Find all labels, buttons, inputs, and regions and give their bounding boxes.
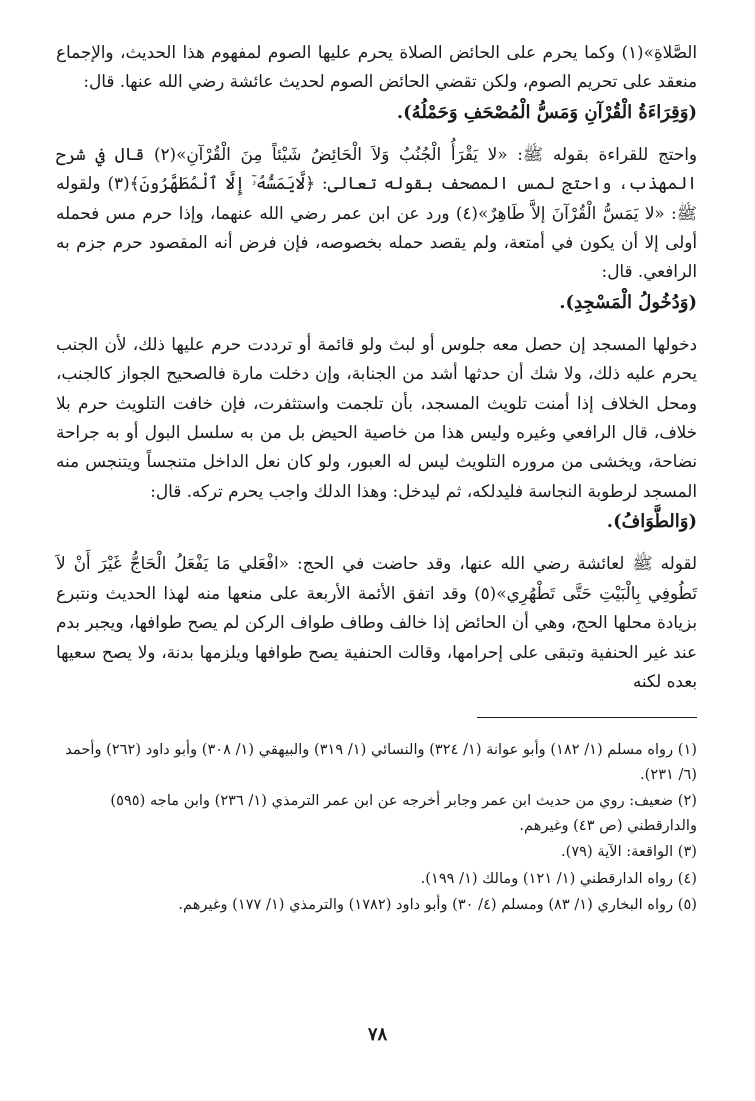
page-number: ٧٨	[367, 1024, 388, 1045]
paragraph-1: الصَّلاةِ»(١) وكما يحرم على الحائض الصلاة يحرم عليها الصوم لمفهوم هذا الحديث، والإجماع منعقد على تحريم الصوم، ولكن تقضي الحائض الصوم لحديث عائشة رضي الله عنها. قال:	[56, 42, 697, 92]
footnote-3: (٣) الواقعة: الآية (٧٩).	[561, 843, 697, 861]
paragraph-2: واحتج للقراءة بقوله ﷺ: «لا يَقْرَأُ الْجُنُبُ وَلاَ الْحَائِضُ شَيْئاً مِنَ الْقُرْآنِ»(٢) قال في شرح المهذب، واحتج لمس المصحف بقوله تعالى: ﴿لَّايَمَسُّهُۥٓ إِلَّا ٱلْمُطَهَّرُونَ﴾(٣) ولقوله ﷺ: «لا يَمَسُّ الْقُرْآنَ إلاَّ طَاهِرٌ»(٤) ورد عن ابن عمر رضي الله عنهما، وإذا حرم مس فحمله أولى إلا أن يكون في أمتعة، ولم يقصد حمله بخصوصه، فإن فرض أنه المقصود حرم جزم به الرافعي. قال:	[56, 143, 698, 282]
footnote-2: (٢) ضعيف: روي من حديث ابن عمر وجابر أخرجه عن ابن عمر الترمذي (١/ ٢٣٦) وابن ماجه (٥٩٥) والدارقطني (ص ٤٣) وغيرهم.	[110, 792, 697, 834]
spacer	[56, 128, 697, 140]
footnote-4: (٤) رواه الدارقطني (١/ ١٢١) ومالك (١/ ١٩٩).	[420, 869, 697, 887]
footnote-5: (٥) رواه البخاري (١/ ٨٣) ومسلم (٤/ ٣٠) وأبو داود (١٧٨٢) والترمذي (١/ ١٧٧) وغيرهم.	[178, 896, 697, 914]
paragraph-3: دخولها المسجد إن حصل معه جلوس أو لبث ولو قائمة أو ترددت حرم عليها ذلك، لأن الجنب يحرم عليه ذلك، ولا شك أن حدثها أشد من الجنابة، وإن دخلت مارة فالصحيح الجواز كالجنب، ومحل الخلاف إذا أمنت تلويث المسجد، بأن تلجمت واستثفرت، فإن خافت التلويث حرم بلا خلاف، قال الرافعي وغيره وليس هذا من خاصية الحيض بل من به سلسل البول أو به جراحة نضاحة، ويخشى من مروره التلويث ليس له العبور، ولو كان نعل الداخل متنجساً ويتنجس منه المسجد لرطوبة النجاسة فليدلكه، ثم ليدخل: وهذا الدلك واجب يحرم تركه. قال:	[56, 333, 697, 501]
heading-mosque: (وَدُخُولُ الْمَسْجِدِ).	[559, 291, 697, 313]
heading-tawaf: (وَالطَّوَافُ).	[606, 511, 697, 533]
footnote-separator	[477, 717, 697, 718]
heading-quran: (وَقِرَاءَةُ الْقُرْآنِ وَمَسُّ الْمُصْحَفِ وَحَمْلُهُ).	[396, 101, 697, 123]
paragraph-4: لقوله ﷺ لعائشة رضي الله عنها، وقد حاضت في الحج: «افْعَلي مَا يَفْعَلُ الْحَاجُّ غَيْرَ أَنْ لاَ تَطُوفِي بِالْبَيْتِ حَتَّى تَطْهُرِي»(٥) وقد اتفق الأئمة الأربعة على منعها منه لهذا الحديث ونتبرع بزيادة محلها الحج، وهي أن الحائض إذا خالف وطاف طواف الركن لم يصح طوافها، ويجبر بدم عند غير الحنفية وتبقى على إحرامها، وقالت الحنفية يصح طوافها ويلزمها بدنة، ولا يصح سعيها بعده لكنه	[56, 553, 697, 691]
spacer	[56, 318, 697, 330]
spacer	[56, 537, 697, 549]
footnote-1: (١) رواه مسلم (١/ ١٨٢) وأبو عوانة (١/ ٣٢٤) والنسائي (١/ ٣١٩) والبيهقي (١/ ٣٠٨) وأبو داود (٢٦٢) وأحمد (٦/ ٢٣١).	[65, 741, 697, 783]
footnotes	[56, 738, 697, 918]
